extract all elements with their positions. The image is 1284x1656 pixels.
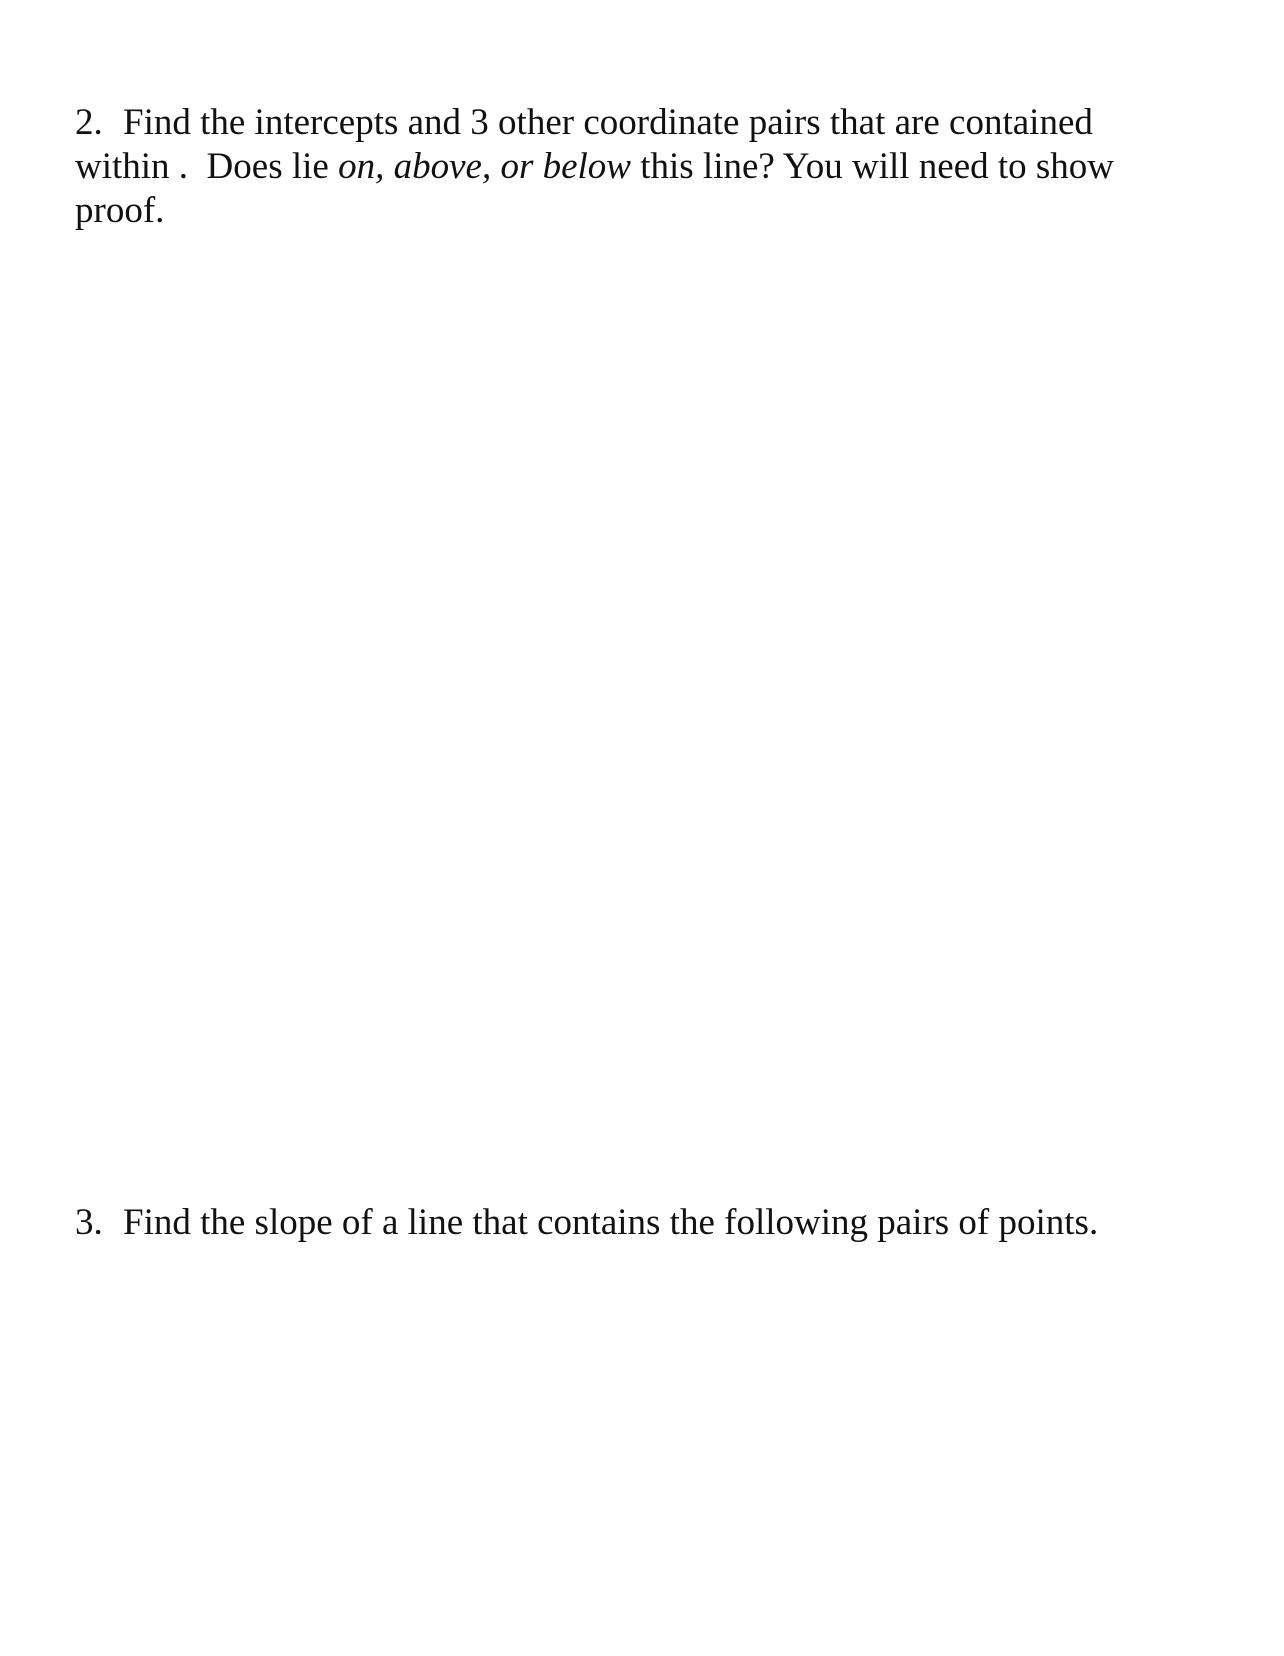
question-2-line-3: proof. <box>75 190 165 231</box>
question-2-line-2-text-a: within . Does lie <box>75 146 339 187</box>
question-2-number: 2. <box>75 102 103 143</box>
question-3-number: 3. <box>75 1202 103 1243</box>
question-2-line-1 <box>75 101 1195 145</box>
question-2-line-2-text-b: this line? You will need to show <box>630 146 1115 187</box>
question-3-text: Find the slope of a line that contains the following pairs of points. <box>123 1202 1099 1243</box>
question-2-emphasis: on, above, or below <box>338 146 631 187</box>
question-2-line-1-text: Find the intercepts and 3 other coordinate pairs that are contained <box>123 102 1093 143</box>
question-3-line-1 <box>75 1201 1225 1245</box>
question-2-line-2 <box>75 145 1195 189</box>
question-2 <box>75 101 1195 233</box>
question-3 <box>75 1201 1225 1245</box>
